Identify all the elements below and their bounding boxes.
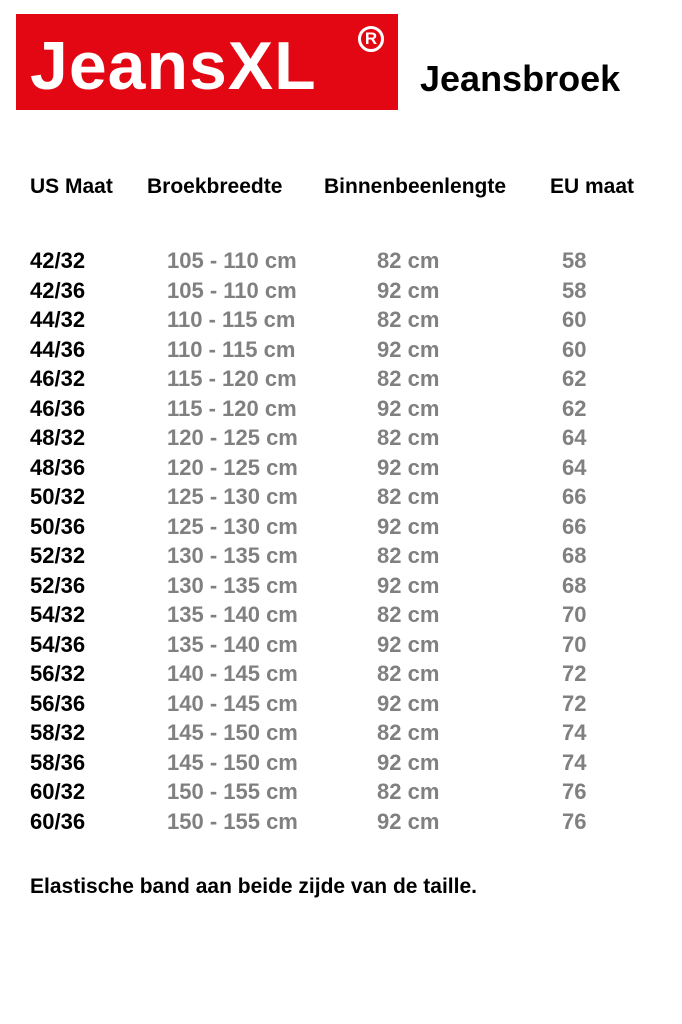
inseam-cell: 92 cm <box>377 690 440 716</box>
table-row <box>0 543 682 573</box>
width-cell: 105 - 110 cm <box>167 248 297 273</box>
us-size-cell: 60/36 <box>30 808 86 834</box>
table-row <box>0 720 682 750</box>
eu-size-cell: 76 <box>562 808 587 834</box>
eu-size-cell: 58 <box>562 277 587 303</box>
width-cell: 120 - 125 cm <box>167 454 298 480</box>
width-cell: 140 - 145 cm <box>167 690 298 716</box>
us-size-cell: 58/32 <box>30 720 86 745</box>
width-cell: 130 - 135 cm <box>167 543 298 568</box>
inseam-cell: 82 cm <box>377 543 440 568</box>
eu-size-cell: 68 <box>562 543 587 568</box>
eu-size-cell: 74 <box>562 720 587 745</box>
us-size-cell: 46/32 <box>30 366 86 391</box>
eu-size-cell: 74 <box>562 749 587 775</box>
inseam-cell: 82 cm <box>377 602 440 627</box>
width-cell: 135 - 140 cm <box>167 602 298 627</box>
us-size-cell: 54/32 <box>30 602 86 627</box>
table-row <box>0 278 682 308</box>
brand-logo <box>16 14 398 110</box>
width-cell: 125 - 130 cm <box>167 484 298 509</box>
eu-size-cell: 62 <box>562 395 587 421</box>
width-cell: 145 - 150 cm <box>167 749 298 775</box>
inseam-cell: 92 cm <box>377 631 440 657</box>
us-size-cell: 54/36 <box>30 631 86 657</box>
eu-size-cell: 64 <box>562 425 587 450</box>
inseam-cell: 82 cm <box>377 307 440 332</box>
us-size-cell: 58/36 <box>30 749 86 775</box>
eu-size-cell: 76 <box>562 779 587 804</box>
table-row <box>0 484 682 514</box>
column-header-us-size: US Maat <box>30 175 113 198</box>
table-row <box>0 661 682 691</box>
inseam-cell: 82 cm <box>377 484 440 509</box>
width-cell: 150 - 155 cm <box>167 779 298 804</box>
inseam-cell: 92 cm <box>377 336 440 362</box>
us-size-cell: 56/36 <box>30 690 86 716</box>
width-cell: 115 - 120 cm <box>167 395 297 421</box>
us-size-cell: 44/36 <box>30 336 86 362</box>
width-cell: 110 - 115 cm <box>167 336 296 362</box>
us-size-cell: 52/32 <box>30 543 86 568</box>
inseam-cell: 92 cm <box>377 749 440 775</box>
width-cell: 135 - 140 cm <box>167 631 298 657</box>
inseam-cell: 92 cm <box>377 395 440 421</box>
eu-size-cell: 72 <box>562 661 587 686</box>
inseam-cell: 92 cm <box>377 572 440 598</box>
inseam-cell: 82 cm <box>377 248 440 273</box>
eu-size-cell: 70 <box>562 602 587 627</box>
eu-size-cell: 64 <box>562 454 587 480</box>
table-row <box>0 573 682 603</box>
table-row <box>0 396 682 426</box>
table-row <box>0 632 682 662</box>
table-row <box>0 307 682 337</box>
table-row <box>0 337 682 367</box>
inseam-cell: 92 cm <box>377 808 440 834</box>
eu-size-cell: 58 <box>562 248 587 273</box>
page-title: Jeansbroek <box>420 58 621 99</box>
width-cell: 115 - 120 cm <box>167 366 297 391</box>
eu-size-cell: 66 <box>562 484 587 509</box>
inseam-cell: 82 cm <box>377 661 440 686</box>
us-size-cell: 52/36 <box>30 572 86 598</box>
inseam-cell: 92 cm <box>377 513 440 539</box>
eu-size-cell: 66 <box>562 513 587 539</box>
eu-size-cell: 60 <box>562 336 587 362</box>
table-row <box>0 602 682 632</box>
width-cell: 145 - 150 cm <box>167 720 298 745</box>
width-cell: 110 - 115 cm <box>167 307 296 332</box>
inseam-cell: 82 cm <box>377 779 440 804</box>
inseam-cell: 82 cm <box>377 720 440 745</box>
width-cell: 125 - 130 cm <box>167 513 298 539</box>
table-row <box>0 248 682 278</box>
footnote: Elastische band aan beide zijde van de taille. <box>30 875 477 898</box>
us-size-cell: 42/36 <box>30 277 86 303</box>
us-size-cell: 46/36 <box>30 395 86 421</box>
width-cell: 120 - 125 cm <box>167 425 298 450</box>
us-size-cell: 50/36 <box>30 513 86 539</box>
table-row <box>0 425 682 455</box>
width-cell: 130 - 135 cm <box>167 572 298 598</box>
inseam-cell: 92 cm <box>377 277 440 303</box>
width-cell: 140 - 145 cm <box>167 661 298 686</box>
registered-mark-icon: R <box>358 26 384 52</box>
column-header-width: Broekbreedte <box>147 175 283 198</box>
us-size-cell: 50/32 <box>30 484 86 509</box>
eu-size-cell: 72 <box>562 690 587 716</box>
eu-size-cell: 68 <box>562 572 587 598</box>
eu-size-cell: 62 <box>562 366 587 391</box>
us-size-cell: 48/32 <box>30 425 86 450</box>
width-cell: 105 - 110 cm <box>167 277 297 303</box>
column-header-inseam: Binnenbeenlengte <box>324 175 507 198</box>
us-size-cell: 42/32 <box>30 248 86 273</box>
us-size-cell: 56/32 <box>30 661 86 686</box>
inseam-cell: 92 cm <box>377 454 440 480</box>
inseam-cell: 82 cm <box>377 425 440 450</box>
table-row <box>0 366 682 396</box>
column-header-eu-size: EU maat <box>550 175 635 198</box>
us-size-cell: 48/36 <box>30 454 86 480</box>
table-row <box>0 455 682 485</box>
table-row <box>0 750 682 780</box>
eu-size-cell: 70 <box>562 631 587 657</box>
us-size-cell: 44/32 <box>30 307 86 332</box>
inseam-cell: 82 cm <box>377 366 440 391</box>
width-cell: 150 - 155 cm <box>167 808 298 834</box>
table-row <box>0 514 682 544</box>
table-row <box>0 809 682 839</box>
table-row <box>0 691 682 721</box>
us-size-cell: 60/32 <box>30 779 86 804</box>
eu-size-cell: 60 <box>562 307 587 332</box>
logo-text: JeansXL <box>30 28 317 104</box>
table-row <box>0 779 682 809</box>
size-table <box>0 248 682 838</box>
